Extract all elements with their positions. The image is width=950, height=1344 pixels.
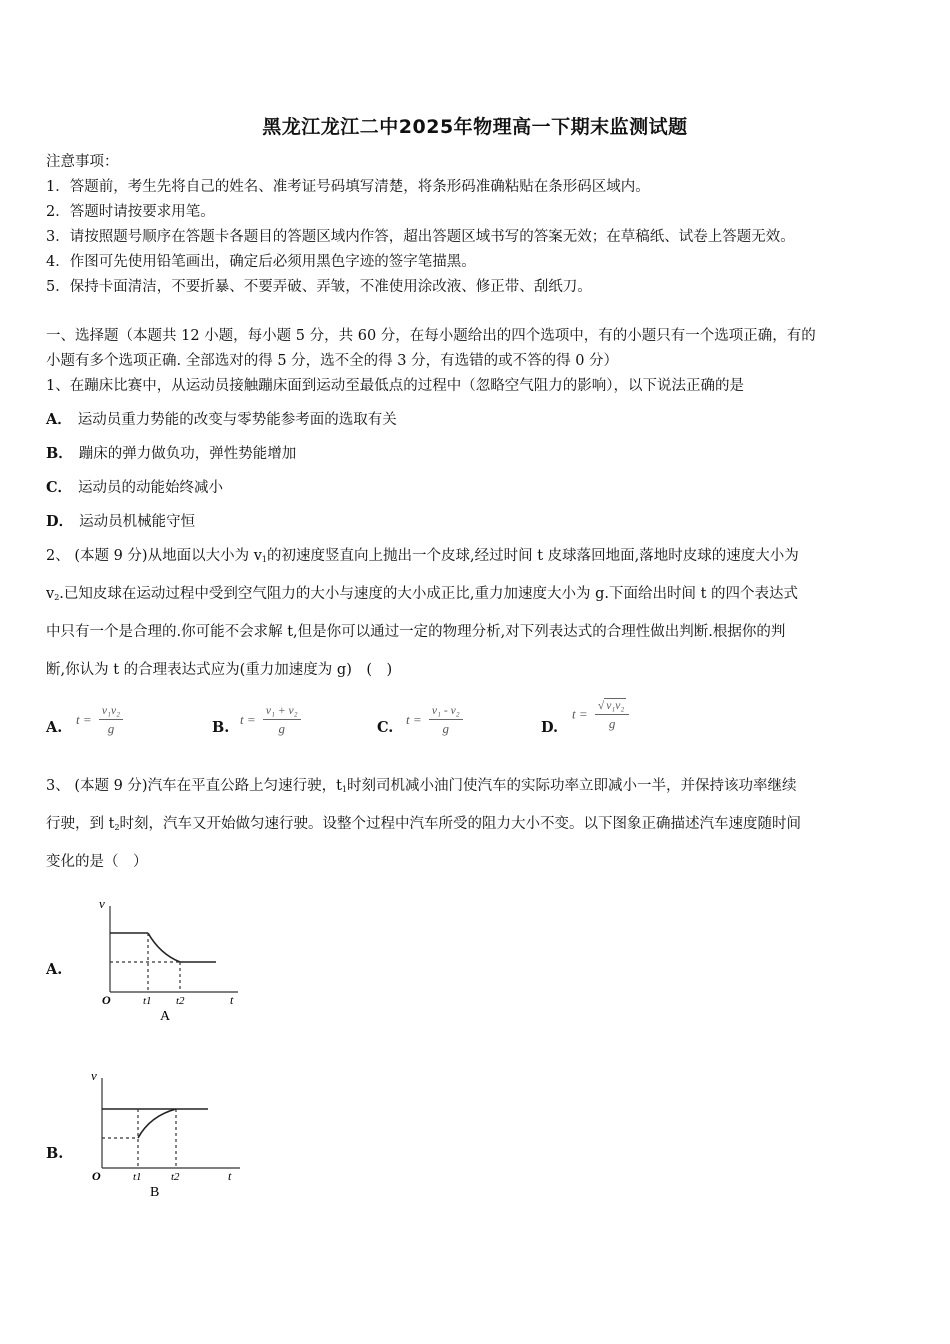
q2-stem-line — [46, 584, 798, 608]
y-axis-label: v — [99, 896, 105, 911]
option-label: A． — [46, 411, 72, 428]
y-axis-label: v — [91, 1068, 97, 1083]
q3-stem-line — [46, 814, 801, 838]
graph-caption: A — [160, 1009, 171, 1024]
option-text: 运动员机械能守恒 — [79, 514, 196, 530]
q2-text: 2、 (本题 9 分)从地面以大小为 v — [46, 548, 262, 564]
option-label: B． — [46, 445, 73, 462]
q1-option-a — [46, 410, 397, 430]
q3-stem-line: 变化的是（ ） — [46, 854, 148, 870]
q2-subscript: 2 — [54, 593, 60, 602]
option-label: D． — [46, 513, 74, 530]
page-title: 黑龙江龙江二中2025年物理高一下期末监测试题 — [262, 116, 688, 138]
velocity-curve — [148, 933, 216, 962]
option-text: 蹦床的弹力做负功，弹性势能增加 — [78, 446, 297, 462]
option-text: 运动员的动能始终减小 — [78, 480, 224, 496]
formula-lhs: t = — [240, 711, 256, 727]
fraction — [595, 698, 630, 733]
q2-text: .已知皮球在运动过程中受到空气阻力的大小与速度的大小成正比,重力加速度大小为 g.下面给出时间 t 的四个表达式 — [59, 586, 799, 602]
option-text: 运动员重力势能的改变与零势能参考面的选取有关 — [77, 412, 397, 428]
q1-option-b — [46, 444, 296, 464]
q3-text: 3、 (本题 9 分)汽车在平直公路上匀速行驶，t — [46, 778, 342, 794]
option-label: A. — [46, 961, 63, 978]
fraction-denominator: g — [107, 721, 115, 736]
q3-text: 时刻，汽车又开始做匀速行驶。设整个过程中汽车所受的阻力大小不变。以下图象正确描述汽车速度随时间 — [119, 816, 802, 832]
option-label: C． — [46, 479, 73, 496]
q2-stem-line: 断,你认为 t 的合理表达式应为(重力加速度为 g) ( ) — [46, 662, 393, 678]
option-label: B. — [212, 719, 230, 736]
q2-text: 的初速度竖直向上抛出一个皮球,经过时间 t 皮球落回地面,落地时皮球的速度大小为 — [267, 548, 799, 564]
option-label: B. — [46, 1145, 64, 1162]
t2-label: t2 — [171, 1171, 180, 1183]
q3-subscript: 2 — [114, 823, 120, 832]
q1-stem: 1、在蹦床比赛中，从运动员接触蹦床面到运动至最低点的过程中（忽略空气阻力的影响），以下说法正确的是 — [46, 378, 744, 394]
q3-option-b-label — [46, 1144, 69, 1164]
q3-stem-line — [46, 776, 797, 800]
fraction-numerator: √ v₁v₂ — [595, 698, 630, 715]
fraction — [429, 704, 463, 738]
fraction-denominator: g — [278, 721, 285, 736]
q1-option-d — [46, 512, 195, 532]
fraction-denominator: g — [608, 716, 616, 731]
t1-label: t1 — [143, 995, 152, 1007]
origin-label: O — [102, 993, 111, 1007]
q2-option-b-formula — [240, 704, 301, 738]
notice-item: 5．保持卡面清洁，不要折暴、不要弄破、弄皱，不准使用涂改液、修正带、刮纸刀。 — [46, 279, 592, 295]
notice-item: 4．作图可先使用铅笔画出，确定后必须用黑色字迹的签字笔描黑。 — [46, 254, 476, 270]
graph-caption: B — [150, 1185, 160, 1200]
option-label: D. — [541, 719, 559, 736]
q3-text: 行驶，到 t — [46, 816, 115, 832]
origin-label: O — [92, 1169, 101, 1183]
q2-subscript: 1 — [261, 555, 267, 564]
q3-text: 时刻司机减小油门使汽车的实际功率立即减小一半，并保持该功率继续 — [347, 778, 797, 794]
fraction-numerator: v₁ - v₂ — [429, 704, 463, 720]
notice-item: 3．请按照题号顺序在答题卡各题目的答题区域内作答，超出答题区域书写的答案无效；在草稿纸、试卷上答题无效。 — [46, 229, 795, 245]
q3-subscript: 1 — [341, 785, 348, 794]
q2-option-d-formula — [572, 698, 629, 733]
notice-item: 2．答题时请按要求用笔。 — [46, 204, 215, 220]
option-label: C. — [377, 719, 394, 736]
fraction-denominator: g — [442, 721, 450, 736]
notice-heading: 注意事项： — [46, 154, 119, 170]
x-axis-label: t — [230, 993, 234, 1007]
fraction — [263, 704, 301, 738]
fraction-numerator: v₁ + v₂ — [263, 704, 301, 720]
t1-label: t1 — [133, 1171, 142, 1183]
notice-item: 1．答题前，考生先将自己的姓名、准考证号码填写清楚，将条形码准确粘贴在条形码区域内。 — [46, 179, 650, 195]
fraction — [99, 704, 123, 738]
q3-option-a-label — [46, 960, 68, 980]
formula-lhs: t = — [76, 711, 92, 727]
option-label: A. — [46, 719, 63, 736]
q2-option-b-label — [212, 718, 235, 738]
sqrt-radicand: v₁v₂ — [606, 700, 625, 712]
section-header-line: 小题有多个选项正确. 全部选对的得 5 分，选不全的得 3 分，有选错的或不答的得 0 分） — [46, 353, 619, 369]
q2-text: v — [46, 586, 55, 602]
q3-graph-b — [80, 1064, 250, 1204]
q3-graph-a — [88, 892, 248, 1028]
q2-option-a-label — [46, 718, 68, 738]
q2-option-a-formula — [76, 704, 123, 738]
t2-label: t2 — [176, 995, 185, 1007]
x-axis-label: t — [228, 1169, 232, 1183]
velocity-curve — [138, 1109, 176, 1138]
q2-stem-line — [46, 546, 799, 570]
q2-option-c-formula — [406, 704, 463, 738]
formula-lhs: t = — [572, 706, 588, 722]
section-header-line: 一、选择题（本题共 12 小题，每小题 5 分，共 60 分，在每小题给出的四个选项中，有的小题只有一个选项正确，有的 — [46, 328, 816, 344]
formula-lhs: t = — [406, 711, 422, 727]
q2-option-d-label — [541, 718, 564, 738]
q2-stem-line: 中只有一个是合理的.你可能不会求解 t,但是你可以通过一定的物理分析,对下列表达式的合理性做出判断.根据你的判 — [46, 624, 786, 640]
q2-option-c-label — [377, 718, 399, 738]
q1-option-c — [46, 478, 223, 498]
fraction-numerator: v₁v₂ — [99, 704, 123, 720]
